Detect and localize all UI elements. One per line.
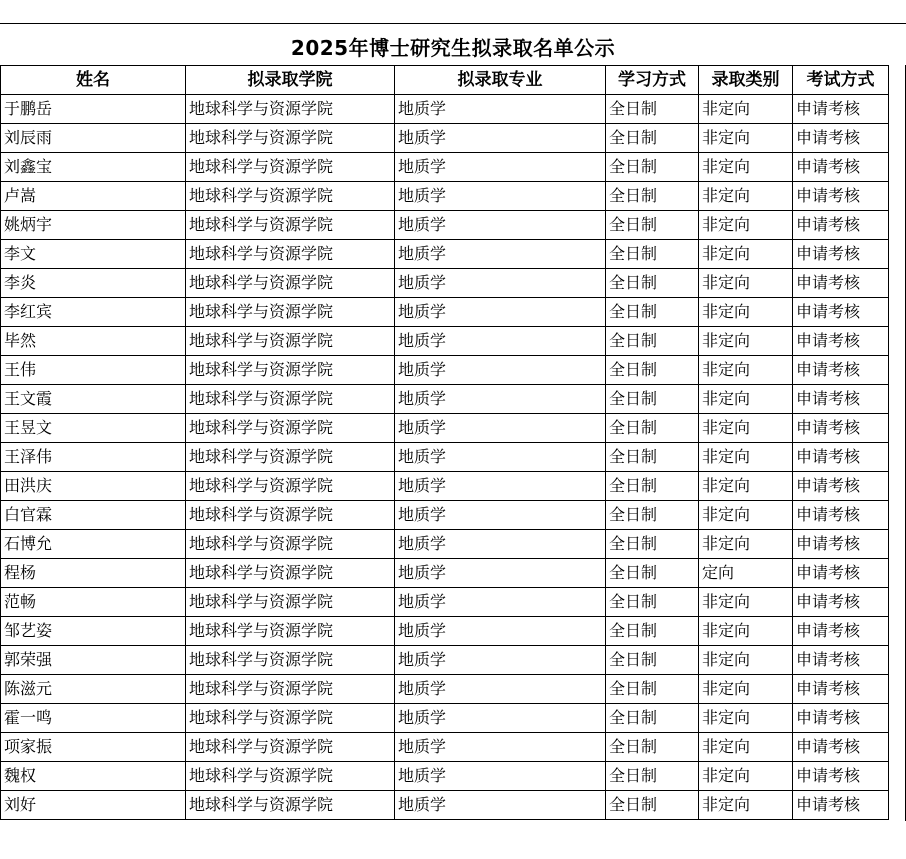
cell-major: 地质学 xyxy=(395,298,606,327)
cell-admission-type: 非定向 xyxy=(699,269,793,298)
cell-name: 陈滋元 xyxy=(1,675,186,704)
page-title: 2025年博士研究生拟录取名单公示 xyxy=(290,36,616,60)
cell-school: 地球科学与资源学院 xyxy=(186,240,395,269)
cell-school: 地球科学与资源学院 xyxy=(186,617,395,646)
table-row xyxy=(1,356,889,385)
cell-admission-type: 非定向 xyxy=(699,704,793,733)
cell-major: 地质学 xyxy=(395,124,606,153)
cell-school: 地球科学与资源学院 xyxy=(186,559,395,588)
cell-exam-method: 申请考核 xyxy=(793,95,889,124)
cell-exam-method: 申请考核 xyxy=(793,472,889,501)
table-row xyxy=(1,675,889,704)
cell-name: 田洪庆 xyxy=(1,472,186,501)
cell-exam-method: 申请考核 xyxy=(793,153,889,182)
cell-school: 地球科学与资源学院 xyxy=(186,414,395,443)
cell-name: 姚炳宇 xyxy=(1,211,186,240)
cell-major: 地质学 xyxy=(395,559,606,588)
table-row xyxy=(1,704,889,733)
cell-exam-method: 申请考核 xyxy=(793,501,889,530)
cell-study-mode: 全日制 xyxy=(606,95,699,124)
table-row xyxy=(1,588,889,617)
table-row xyxy=(1,530,889,559)
table-row xyxy=(1,791,889,820)
table-body xyxy=(1,95,889,820)
cell-name: 毕然 xyxy=(1,327,186,356)
cell-study-mode: 全日制 xyxy=(606,762,699,791)
table-row xyxy=(1,472,889,501)
cell-admission-type: 非定向 xyxy=(699,501,793,530)
cell-study-mode: 全日制 xyxy=(606,182,699,211)
cell-name: 王伟 xyxy=(1,356,186,385)
cell-study-mode: 全日制 xyxy=(606,356,699,385)
cell-study-mode: 全日制 xyxy=(606,414,699,443)
cell-major: 地质学 xyxy=(395,385,606,414)
cell-exam-method: 申请考核 xyxy=(793,124,889,153)
cell-name: 王昱文 xyxy=(1,414,186,443)
cell-exam-method: 申请考核 xyxy=(793,791,889,820)
cell-exam-method: 申请考核 xyxy=(793,704,889,733)
header-school: 拟录取学院 xyxy=(186,66,395,95)
cell-school: 地球科学与资源学院 xyxy=(186,762,395,791)
table-row xyxy=(1,733,889,762)
cell-name: 霍一鸣 xyxy=(1,704,186,733)
cell-admission-type: 非定向 xyxy=(699,530,793,559)
cell-admission-type: 非定向 xyxy=(699,675,793,704)
cell-name: 郭荣强 xyxy=(1,646,186,675)
table-row xyxy=(1,211,889,240)
cell-admission-type: 非定向 xyxy=(699,617,793,646)
cell-exam-method: 申请考核 xyxy=(793,240,889,269)
table-row xyxy=(1,559,889,588)
cell-exam-method: 申请考核 xyxy=(793,443,889,472)
table-row xyxy=(1,182,889,211)
cell-admission-type: 非定向 xyxy=(699,762,793,791)
table-row xyxy=(1,617,889,646)
cell-school: 地球科学与资源学院 xyxy=(186,646,395,675)
cell-name: 李红宾 xyxy=(1,298,186,327)
cell-major: 地质学 xyxy=(395,704,606,733)
cell-exam-method: 申请考核 xyxy=(793,646,889,675)
cell-study-mode: 全日制 xyxy=(606,791,699,820)
cell-name: 刘鑫宝 xyxy=(1,153,186,182)
cell-admission-type: 非定向 xyxy=(699,124,793,153)
cell-school: 地球科学与资源学院 xyxy=(186,791,395,820)
table-row xyxy=(1,269,889,298)
cell-study-mode: 全日制 xyxy=(606,617,699,646)
table-row xyxy=(1,153,889,182)
cell-admission-type: 非定向 xyxy=(699,211,793,240)
cell-admission-type: 非定向 xyxy=(699,240,793,269)
table-row xyxy=(1,443,889,472)
cell-major: 地质学 xyxy=(395,791,606,820)
cell-major: 地质学 xyxy=(395,646,606,675)
cell-major: 地质学 xyxy=(395,617,606,646)
cell-major: 地质学 xyxy=(395,530,606,559)
cell-school: 地球科学与资源学院 xyxy=(186,704,395,733)
cell-name: 李文 xyxy=(1,240,186,269)
cell-study-mode: 全日制 xyxy=(606,153,699,182)
cell-exam-method: 申请考核 xyxy=(793,675,889,704)
cell-exam-method: 申请考核 xyxy=(793,182,889,211)
table-row xyxy=(1,124,889,153)
cell-school: 地球科学与资源学院 xyxy=(186,530,395,559)
cell-name: 刘好 xyxy=(1,791,186,820)
cell-name: 王文霞 xyxy=(1,385,186,414)
cell-admission-type: 非定向 xyxy=(699,182,793,211)
cell-major: 地质学 xyxy=(395,95,606,124)
cell-major: 地质学 xyxy=(395,588,606,617)
header-exam-method: 考试方式 xyxy=(793,66,889,95)
cell-school: 地球科学与资源学院 xyxy=(186,356,395,385)
header-admission-type: 录取类别 xyxy=(699,66,793,95)
cell-major: 地质学 xyxy=(395,675,606,704)
cell-school: 地球科学与资源学院 xyxy=(186,124,395,153)
cell-exam-method: 申请考核 xyxy=(793,530,889,559)
cell-name: 李炎 xyxy=(1,269,186,298)
cell-major: 地质学 xyxy=(395,240,606,269)
cell-school: 地球科学与资源学院 xyxy=(186,182,395,211)
cell-name: 程杨 xyxy=(1,559,186,588)
cell-school: 地球科学与资源学院 xyxy=(186,472,395,501)
cell-school: 地球科学与资源学院 xyxy=(186,269,395,298)
cell-admission-type: 非定向 xyxy=(699,327,793,356)
cell-study-mode: 全日制 xyxy=(606,501,699,530)
cell-exam-method: 申请考核 xyxy=(793,385,889,414)
cell-major: 地质学 xyxy=(395,327,606,356)
cell-admission-type: 非定向 xyxy=(699,472,793,501)
cell-school: 地球科学与资源学院 xyxy=(186,385,395,414)
cell-school: 地球科学与资源学院 xyxy=(186,95,395,124)
cell-study-mode: 全日制 xyxy=(606,530,699,559)
cell-school: 地球科学与资源学院 xyxy=(186,675,395,704)
cell-exam-method: 申请考核 xyxy=(793,588,889,617)
cell-major: 地质学 xyxy=(395,443,606,472)
cell-school: 地球科学与资源学院 xyxy=(186,443,395,472)
cell-admission-type: 非定向 xyxy=(699,791,793,820)
cell-admission-type: 非定向 xyxy=(699,646,793,675)
cell-school: 地球科学与资源学院 xyxy=(186,211,395,240)
cell-name: 于鹏岳 xyxy=(1,95,186,124)
cell-study-mode: 全日制 xyxy=(606,240,699,269)
cell-study-mode: 全日制 xyxy=(606,704,699,733)
cell-admission-type: 定向 xyxy=(699,559,793,588)
table-row xyxy=(1,298,889,327)
cell-admission-type: 非定向 xyxy=(699,414,793,443)
cell-major: 地质学 xyxy=(395,472,606,501)
admission-table xyxy=(0,65,889,820)
cell-admission-type: 非定向 xyxy=(699,298,793,327)
cell-exam-method: 申请考核 xyxy=(793,298,889,327)
cell-school: 地球科学与资源学院 xyxy=(186,298,395,327)
table-header-row xyxy=(1,66,889,95)
cell-exam-method: 申请考核 xyxy=(793,617,889,646)
cell-school: 地球科学与资源学院 xyxy=(186,501,395,530)
cell-admission-type: 非定向 xyxy=(699,153,793,182)
top-divider xyxy=(0,23,906,24)
cell-name: 石博允 xyxy=(1,530,186,559)
cell-exam-method: 申请考核 xyxy=(793,327,889,356)
cell-major: 地质学 xyxy=(395,733,606,762)
header-major: 拟录取专业 xyxy=(395,66,606,95)
cell-study-mode: 全日制 xyxy=(606,588,699,617)
cell-name: 邹艺姿 xyxy=(1,617,186,646)
cell-major: 地质学 xyxy=(395,414,606,443)
cell-major: 地质学 xyxy=(395,153,606,182)
cell-school: 地球科学与资源学院 xyxy=(186,588,395,617)
table-row xyxy=(1,646,889,675)
cell-name: 魏权 xyxy=(1,762,186,791)
header-name: 姓名 xyxy=(1,66,186,95)
table-row xyxy=(1,240,889,269)
cell-exam-method: 申请考核 xyxy=(793,762,889,791)
cell-admission-type: 非定向 xyxy=(699,95,793,124)
cell-study-mode: 全日制 xyxy=(606,733,699,762)
cell-study-mode: 全日制 xyxy=(606,675,699,704)
cell-admission-type: 非定向 xyxy=(699,733,793,762)
cell-major: 地质学 xyxy=(395,211,606,240)
cell-major: 地质学 xyxy=(395,501,606,530)
cell-study-mode: 全日制 xyxy=(606,559,699,588)
cell-study-mode: 全日制 xyxy=(606,124,699,153)
cell-school: 地球科学与资源学院 xyxy=(186,153,395,182)
cell-study-mode: 全日制 xyxy=(606,472,699,501)
cell-major: 地质学 xyxy=(395,356,606,385)
table-row xyxy=(1,762,889,791)
table-row xyxy=(1,385,889,414)
cell-admission-type: 非定向 xyxy=(699,356,793,385)
cell-admission-type: 非定向 xyxy=(699,588,793,617)
cell-name: 刘辰雨 xyxy=(1,124,186,153)
cell-exam-method: 申请考核 xyxy=(793,733,889,762)
table-row xyxy=(1,501,889,530)
cell-exam-method: 申请考核 xyxy=(793,356,889,385)
cell-study-mode: 全日制 xyxy=(606,298,699,327)
cell-exam-method: 申请考核 xyxy=(793,269,889,298)
cell-school: 地球科学与资源学院 xyxy=(186,327,395,356)
table-row xyxy=(1,327,889,356)
cell-school: 地球科学与资源学院 xyxy=(186,733,395,762)
cell-major: 地质学 xyxy=(395,269,606,298)
cell-study-mode: 全日制 xyxy=(606,327,699,356)
cell-name: 项家振 xyxy=(1,733,186,762)
cell-admission-type: 非定向 xyxy=(699,443,793,472)
cell-study-mode: 全日制 xyxy=(606,211,699,240)
header-study-mode: 学习方式 xyxy=(606,66,699,95)
table-row xyxy=(1,414,889,443)
cell-name: 卢嵩 xyxy=(1,182,186,211)
cell-exam-method: 申请考核 xyxy=(793,559,889,588)
cell-study-mode: 全日制 xyxy=(606,646,699,675)
cell-exam-method: 申请考核 xyxy=(793,414,889,443)
cell-exam-method: 申请考核 xyxy=(793,211,889,240)
cell-study-mode: 全日制 xyxy=(606,443,699,472)
cell-major: 地质学 xyxy=(395,182,606,211)
cell-name: 王泽伟 xyxy=(1,443,186,472)
cell-name: 范畅 xyxy=(1,588,186,617)
cell-study-mode: 全日制 xyxy=(606,269,699,298)
cell-study-mode: 全日制 xyxy=(606,385,699,414)
cell-name: 白官霖 xyxy=(1,501,186,530)
cell-admission-type: 非定向 xyxy=(699,385,793,414)
table-row xyxy=(1,95,889,124)
cell-major: 地质学 xyxy=(395,762,606,791)
